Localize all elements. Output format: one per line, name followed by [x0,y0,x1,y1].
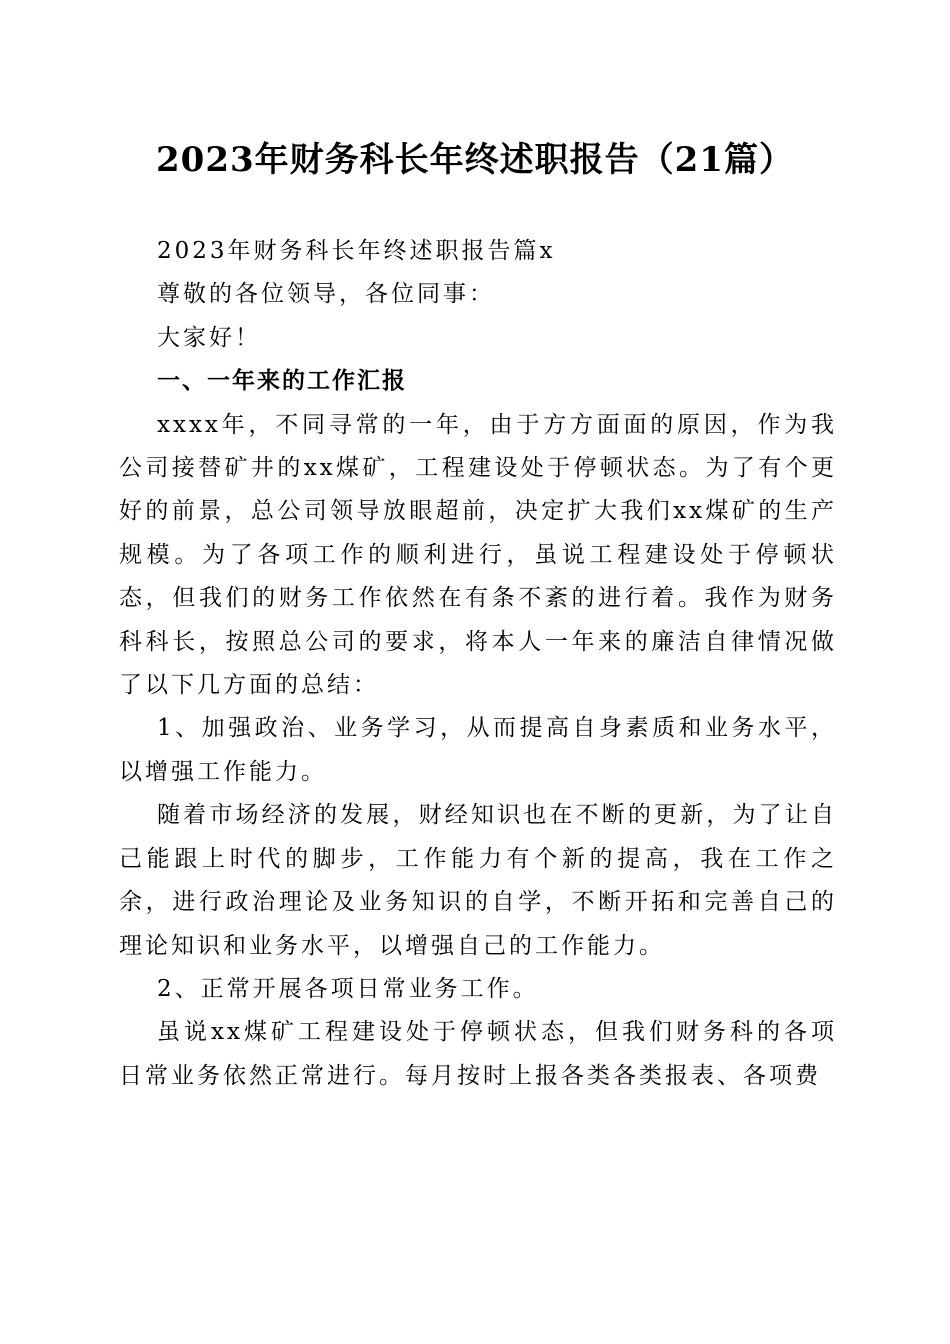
paragraph: 虽说xx煤矿工程建设处于停顿状态，但我们财务科的各项日常业务依然正常进行。每月按时上报各类各类报表、各项费 [119,1019,837,1089]
greeting: 大家好！ [157,324,261,351]
salutation: 尊敬的各位领导，各位同事： [157,281,495,308]
list-item: 1、加强政治、业务学习，从而提高自身素质和业务水平，以增强工作能力。 [119,715,837,785]
paragraph: xxxx年，不同寻常的一年，由于方方面面的原因，作为我公司接替矿井的xx煤矿，工程建设处于停顿状态。为了有个更好的前景，总公司领导放眼超前，决定扩大我们xx煤矿的生产规模。为了各项工作的顺利进行，虽说工程建设处于停顿状态，但我们的财务工作依然在有条不紊的进行着。我作为财务科科长，按照总公司的要求，将本人一年来的廉洁自律情况做了以下几方面的总结： [119,411,837,699]
paragraph: 随着市场经济的发展，财经知识也在不断的更新，为了让自己能跟上时代的脚步，工作能力有个新的提高，我在工作之余，进行政治理论及业务知识的自学，不断开拓和完善自己的理论知识和业务水平，以增强自己的工作能力。 [119,802,837,959]
report-subtitle: 2023年财务科长年终述职报告篇x [157,238,556,264]
document-title: 2023年财务科长年终述职报告（21篇） [156,140,794,180]
section-heading: 一、一年来的工作汇报 [157,368,407,395]
list-item: 2、正常开展各项日常业务工作。 [157,975,539,1002]
document-body [119,230,837,1098]
